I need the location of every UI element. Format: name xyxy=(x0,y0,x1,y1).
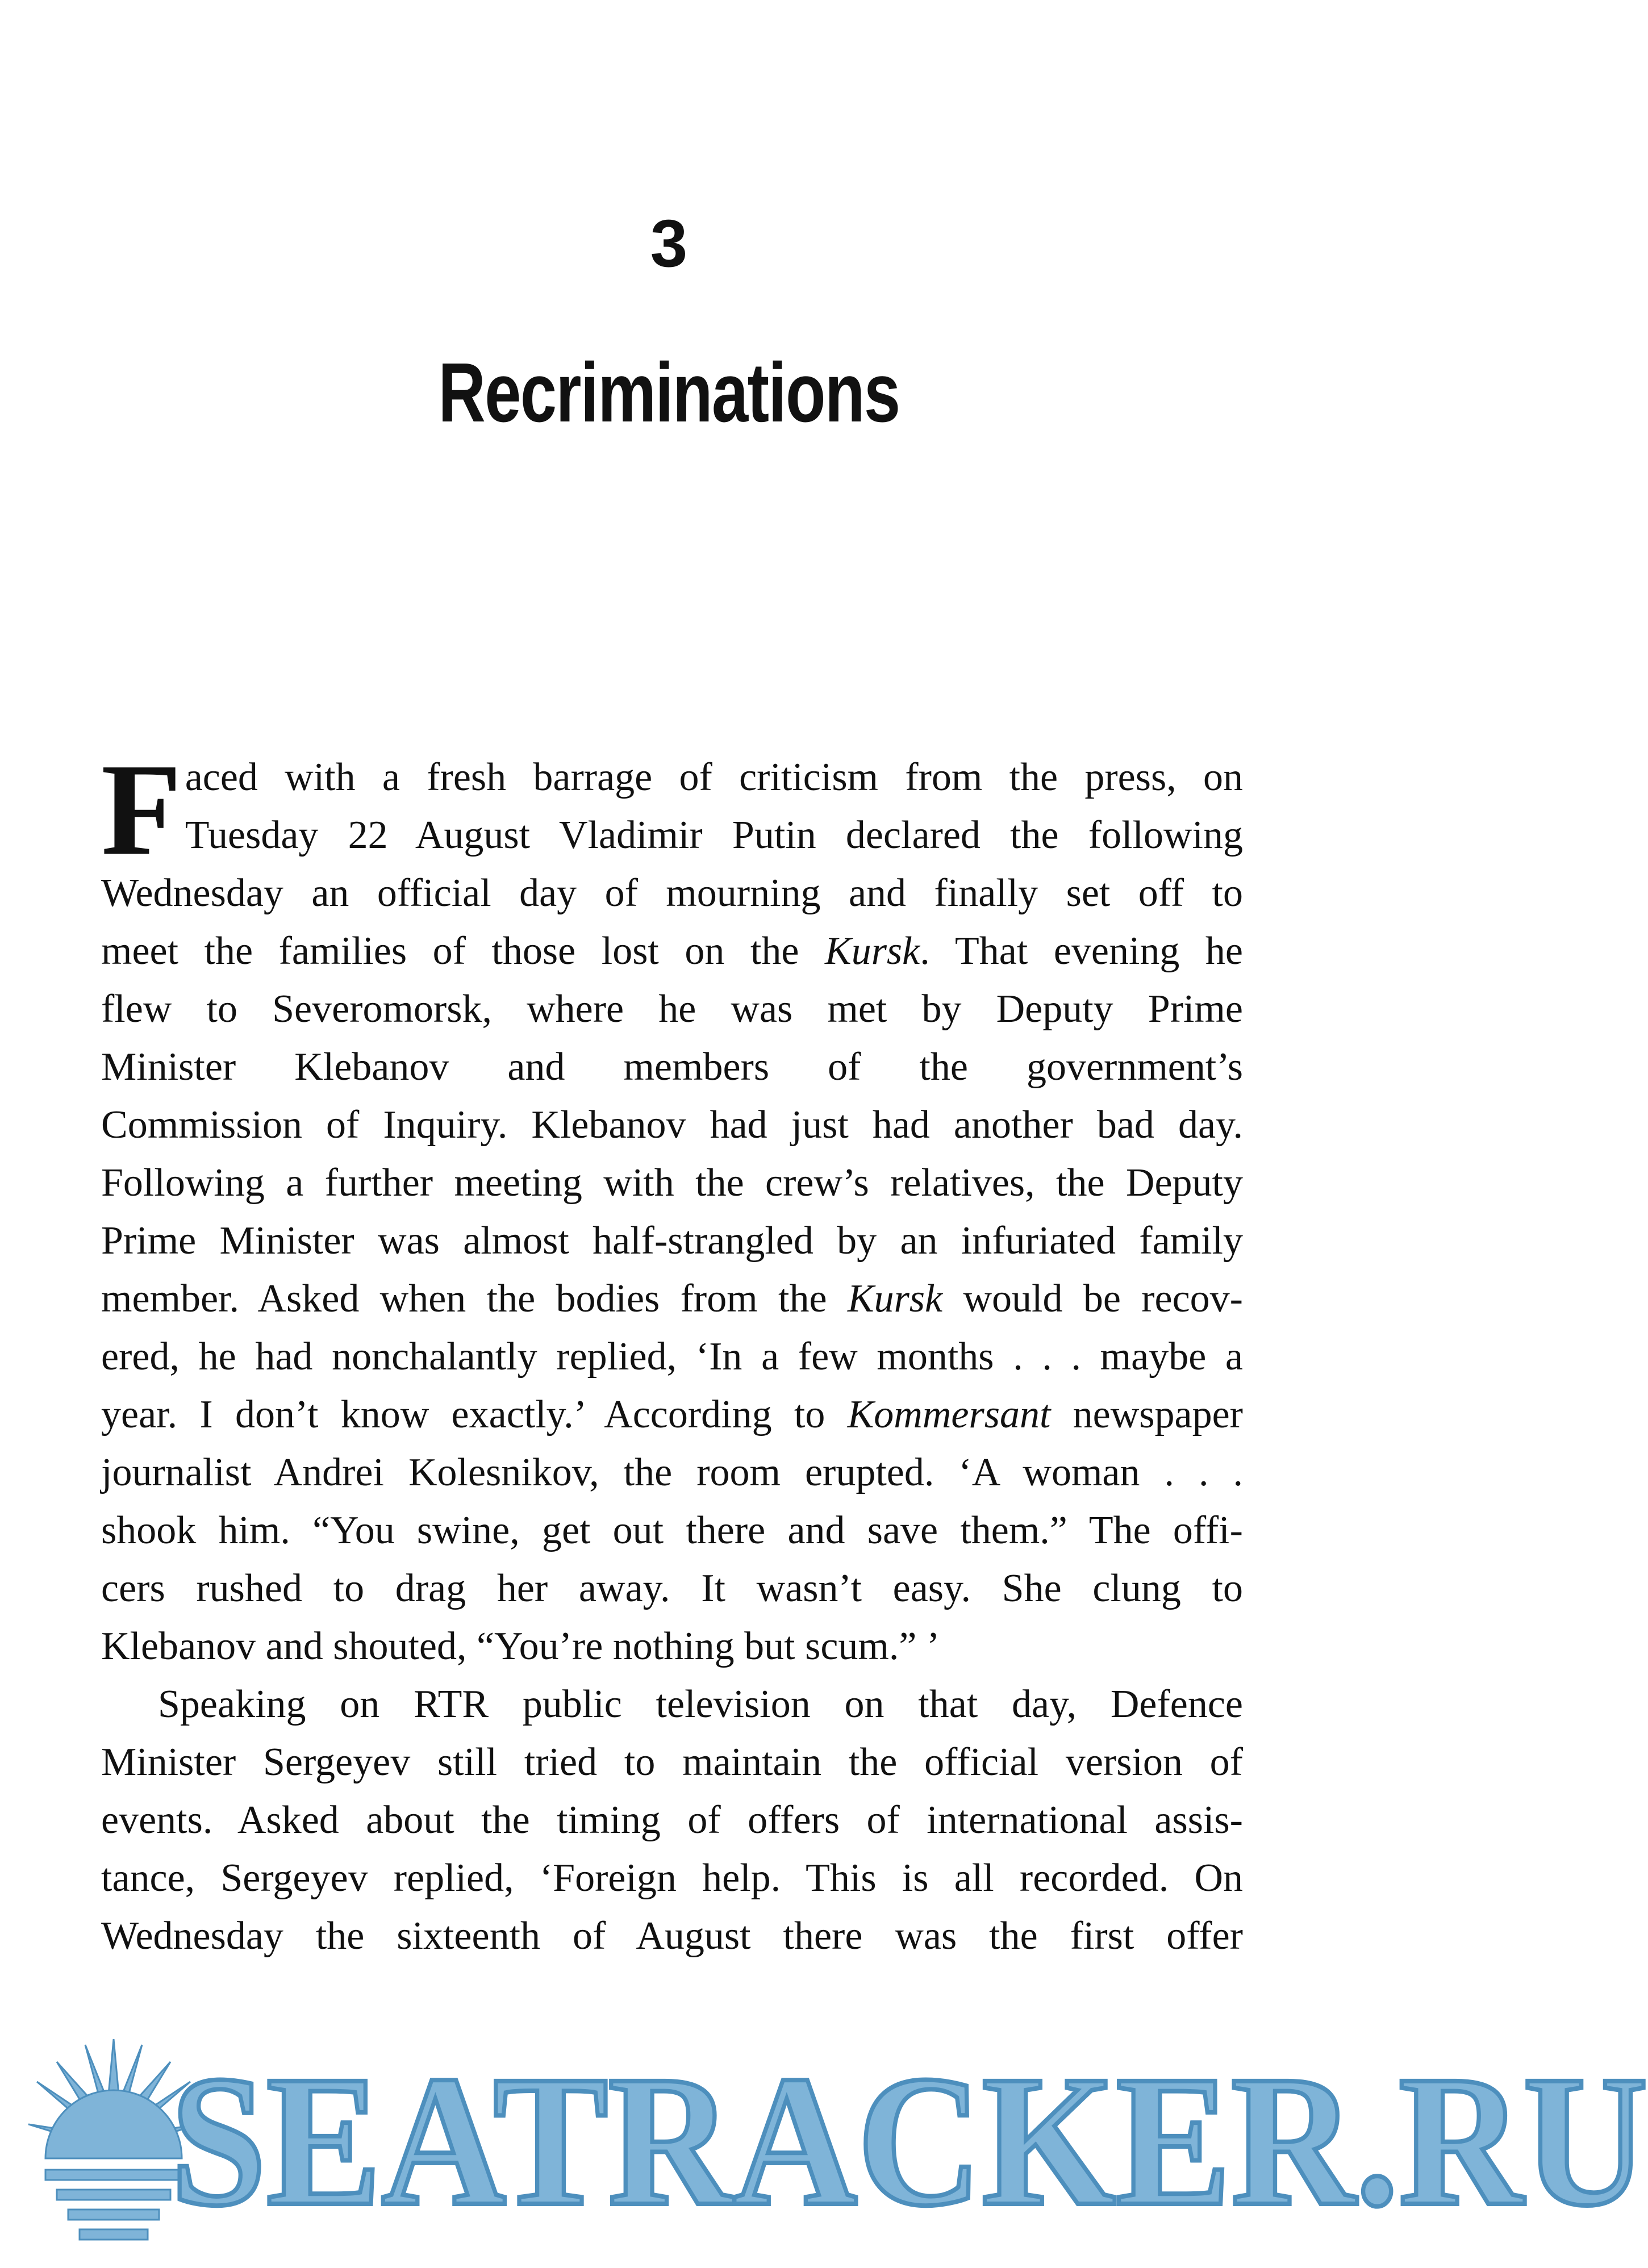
text-segment: would be recov- xyxy=(942,1277,1243,1321)
text-line xyxy=(101,1270,1243,1328)
text-line: Commission of Inquiry. Klebanov had just had another bad day. xyxy=(101,1103,1243,1147)
watermark-text: SEATRACKER.RU xyxy=(170,2037,1648,2245)
text-line: Following a further meeting with the crew’s relatives, the Deputy xyxy=(101,1161,1243,1205)
text-segment: year. I don’t know exactly.’ According to xyxy=(101,1393,848,1436)
text-segment: newspaper xyxy=(1050,1393,1243,1436)
chapter-title: Recriminations xyxy=(438,346,900,440)
text-line: Tuesday 22 August Vladimir Putin declared the following xyxy=(185,813,1243,857)
text-line: journalist Andrei Kolesnikov, the room erupted. ‘A woman . . . xyxy=(101,1451,1243,1494)
newspaper-name: Kommersant xyxy=(847,1393,1051,1436)
paragraph-2 xyxy=(101,1676,1243,1965)
text-segment: . That evening he xyxy=(920,929,1244,973)
text-line: Speaking on RTR public television on that day, Defence xyxy=(158,1682,1243,1726)
drop-cap: F xyxy=(101,737,182,883)
text-line: Klebanov and shouted, “You’re nothing but scum.” ’ xyxy=(101,1624,940,1668)
text-line: ered, he had nonchalantly replied, ‘In a few months . . . maybe a xyxy=(101,1335,1243,1379)
text-line: cers rushed to drag her away. It wasn’t easy. She clung to xyxy=(101,1567,1243,1610)
text-line: aced with a fresh barrage of criticism from the press, on xyxy=(185,755,1243,799)
text-line: Minister Klebanov and members of the government’s xyxy=(101,1045,1243,1089)
text-line: Wednesday the sixteenth of August there was the first offer xyxy=(101,1914,1243,1958)
ship-name: Kursk xyxy=(825,929,920,973)
text-line: events. Asked about the timing of offers of international assis- xyxy=(101,1798,1243,1842)
text-segment: member. Asked when the bodies from the xyxy=(101,1277,848,1321)
paragraph-1 xyxy=(101,737,1244,1676)
text-segment: meet the families of those lost on the xyxy=(101,929,825,973)
text-line: tance, Sergeyev replied, ‘Foreign help. This is all recorded. On xyxy=(101,1856,1243,1900)
text-line: Wednesday an official day of mourning and finally set off to xyxy=(101,871,1243,915)
body-text xyxy=(101,737,1244,1965)
text-line xyxy=(101,1386,1243,1444)
text-line: Minister Sergeyev still tried to maintain the official version of xyxy=(101,1740,1243,1784)
text-line xyxy=(101,922,1243,980)
ship-name: Kursk xyxy=(847,1277,943,1321)
chapter-number: 3 xyxy=(650,206,688,281)
text-line: Prime Minister was almost half-strangled by an infuriated family xyxy=(101,1219,1243,1263)
text-line: flew to Severomorsk, where he was met by Deputy Prime xyxy=(101,987,1243,1031)
text-line: shook him. “You swine, get out there and save them.” The offi- xyxy=(101,1509,1243,1552)
